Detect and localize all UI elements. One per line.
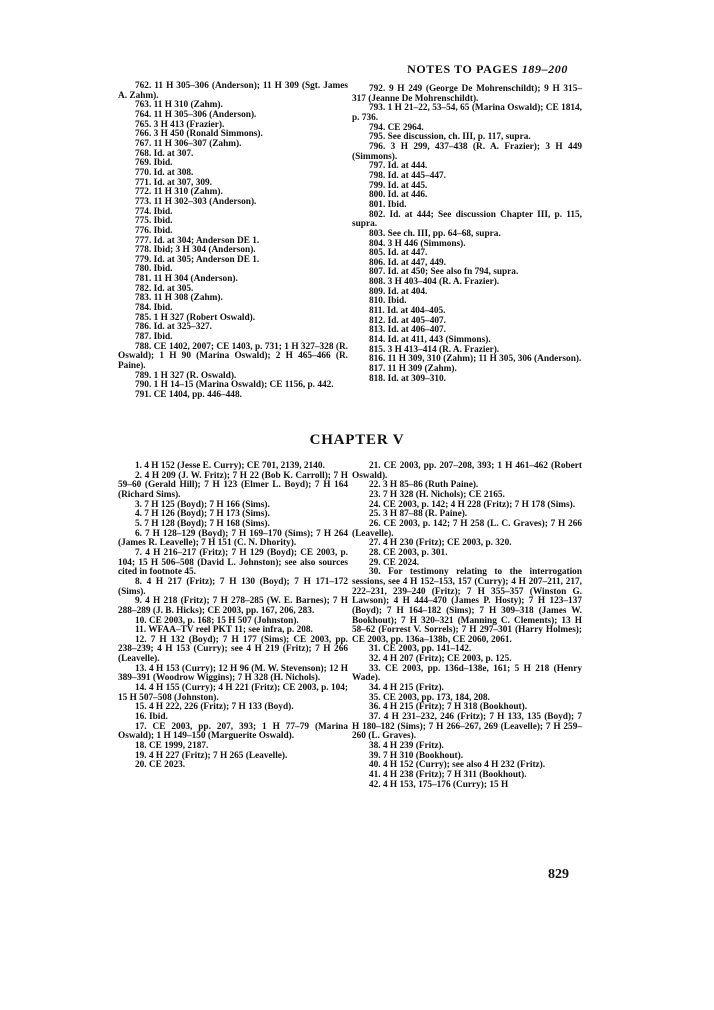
footnote-entry: 3. 7 H 125 (Boyd); 7 H 166 (Sims).: [135, 499, 270, 510]
footnote-entry: 30. For testimony relating to the interrogation sessions, see 4 H 152–153, 157 (Curry); 4 H 207–211, 217, 222–231, 239–240 (Fritz); 7 H 355–357 (Winston G. Lawson); 4 H 444–470 (James P. Hosty); 7 H 123–137 (Boyd); 7 H 164–182 (Sims); 7 H 309–318 (James W. Bookhout); 7 H 320–321 (Manning C. Clements); 13 H 58–62 (Forrest V. Sorrels); 7 H 297–301 (Harry Holmes); CE 2003, pp. 136a–138b, CE 2060, 2061.: [352, 567, 582, 645]
footnote-entry: 16. Ibid.: [135, 712, 168, 723]
footnote-entry: 21. CE 2003, pp. 207–208, 393; 1 H 461–462 (Robert Oswald).: [352, 461, 582, 481]
footnote-entry: 796. 3 H 299, 437–438 (R. A. Frazier); 3 H 449 (Simmons).: [352, 141, 582, 162]
footnote-entry: 794. CE 2964.: [369, 122, 424, 133]
footnote-entry: 766. 3 H 450 (Ronald Simmons).: [135, 129, 263, 140]
footnote-entry: 18. CE 1999, 2187.: [135, 741, 209, 752]
footnote-entry: 32. 4 H 207 (Fritz); CE 2003, p. 125.: [369, 654, 512, 665]
footnote-entry: 777. Id. at 304; Anderson DE 1.: [135, 235, 260, 246]
footnote-entry: 1. 4 H 152 (Jesse E. Curry); CE 701, 2139, 2140.: [135, 461, 325, 471]
footnote-entry: 811. Id. at 404–405.: [369, 306, 446, 317]
footnote-entry: 762. 11 H 305–306 (Anderson); 11 H 309 (Sgt. James A. Zahm).: [118, 81, 348, 101]
footnote-entry: 781. 11 H 304 (Anderson).: [135, 274, 238, 285]
footnote-entry: 791. CE 1404, pp. 446–448.: [135, 390, 242, 400]
running-head-prefix: NOTES TO PAGES: [407, 62, 522, 76]
footnote-entry: 36. 4 H 215 (Fritz); 7 H 318 (Bookhout).: [369, 702, 528, 713]
footnote-entry: 765. 3 H 413 (Frazier).: [135, 119, 225, 130]
footnote-entry: 814. Id. at 411, 443 (Simmons).: [369, 335, 491, 346]
footnote-entry: 805. Id. at 447.: [369, 248, 428, 259]
footnote-entry: 11. WFAA–TV reel PKT 11; see infra, p. 208.: [135, 625, 313, 636]
footnote-entry: 773. 11 H 302–303 (Anderson).: [135, 196, 257, 207]
footnote-entry: 792. 9 H 249 (George De Mohrenschildt); 9 H 315–317 (Jeanne De Mohrenschildt).: [352, 84, 582, 104]
footnote-entry: 37. 4 H 231–232, 246 (Fritz); 7 H 133, 135 (Boyd); 7 H 180–182 (Sims); 7 H 266–267, 269 (Leavelle); 7 H 259–260 (L. Graves).: [352, 712, 582, 742]
footnote-entry: 24. CE 2003, p. 142; 4 H 228 (Fritz); 7 H 178 (Sims).: [369, 499, 576, 510]
footnote-entry: 763. 11 H 310 (Zahm).: [135, 100, 223, 111]
footnote-entry: 6. 7 H 128–129 (Boyd); 7 H 169–170 (Sims); 7 H 264 (James R. Leavelle); 7 H 151 (C. N. Dhority).: [118, 528, 348, 549]
footnote-entry: 769. Ibid.: [135, 158, 173, 169]
footnote-entry: 35. CE 2003, pp. 173, 184, 208.: [369, 692, 490, 703]
footnote-entry: 15. 4 H 222, 226 (Fritz); 7 H 133 (Boyd).: [135, 702, 294, 713]
footnote-entry: 767. 11 H 306–307 (Zahm).: [135, 138, 242, 149]
running-head: [407, 62, 568, 77]
footnote-entry: 808. 3 H 403–404 (R. A. Frazier).: [369, 277, 500, 288]
footnote-entry: 31. CE 2003, pp. 141–142.: [369, 644, 472, 655]
notes-column-top-left: [118, 82, 348, 401]
footnote-entry: 787. Ibid.: [135, 332, 173, 343]
footnote-entry: 810. Ibid.: [369, 296, 407, 307]
footnote-entry: 768. Id. at 307.: [135, 148, 194, 159]
footnote-entry: 774. Ibid.: [135, 206, 173, 217]
footnote-entry: 798. Id. at 445–447.: [369, 170, 446, 181]
footnote-entry: 813. Id. at 406–407.: [369, 325, 446, 336]
footnote-entry: 34. 4 H 215 (Fritz).: [369, 683, 444, 694]
footnote-entry: 39. 7 H 310 (Bookhout).: [369, 750, 464, 761]
footnote-entry: 5. 7 H 128 (Boyd); 7 H 168 (Sims).: [135, 518, 270, 529]
footnote-entry: 803. See ch. III, pp. 64–68, supra.: [369, 228, 501, 239]
footnote-entry: 25. 3 H 87–88 (R. Paine).: [369, 509, 468, 520]
footnote-entry: 9. 4 H 218 (Fritz); 7 H 278–285 (W. E. Barnes); 7 H 288–289 (J. B. Hicks); CE 2003, pp. 167, 206, 283.: [118, 596, 348, 616]
footnote-entry: 771. Id. at 307, 309.: [135, 177, 212, 188]
footnote-entry: 27. 4 H 230 (Fritz); CE 2003, p. 320.: [369, 538, 512, 549]
footnote-entry: 14. 4 H 155 (Curry); 4 H 221 (Fritz); CE 2003, p. 104; 15 H 507–508 (Johnston).: [118, 683, 348, 703]
notes-column-top-right: [352, 85, 582, 384]
footnote-entry: 28. CE 2003, p. 301.: [369, 547, 448, 558]
footnote-entry: 799. Id. at 445.: [369, 180, 428, 191]
footnote-entry: 26. CE 2003, p. 142; 7 H 258 (L. C. Graves); 7 H 266 (Leavelle).: [352, 518, 582, 539]
footnote-entry: 19. 4 H 227 (Fritz); 7 H 265 (Leavelle).: [135, 750, 288, 761]
footnote-entry: 780. Ibid.: [135, 264, 173, 275]
notes-column-bottom-left: [118, 462, 348, 771]
footnote-entry: 784. Ibid.: [135, 303, 173, 314]
footnote-entry: 41. 4 H 238 (Fritz); 7 H 311 (Bookhout).: [369, 770, 527, 780]
footnote-entry: 40. 4 H 152 (Curry); see also 4 H 232 (Fritz).: [369, 760, 546, 771]
footnote-entry: 817. 11 H 309 (Zahm).: [369, 364, 457, 375]
page-number: 829: [548, 867, 569, 882]
footnote-entry: 7. 4 H 216–217 (Fritz); 7 H 129 (Boyd); CE 2003, p. 104; 15 H 506–508 (David L. Johnston); see also sources cited in footnote 45.: [118, 547, 348, 578]
footnote-entry: 783. 11 H 308 (Zahm).: [135, 293, 223, 304]
footnote-entry: 33. CE 2003, pp. 136d–138e, 161; 5 H 218 (Henry Wade).: [352, 663, 582, 684]
footnote-entry: 795. See discussion, ch. III, p. 117, supra.: [369, 132, 531, 143]
footnote-entry: 809. Id. at 404.: [369, 286, 428, 297]
footnote-entry: 816. 11 H 309, 310 (Zahm); 11 H 305, 306 (Anderson).: [369, 354, 582, 365]
footnote-entry: 793. 1 H 21–22, 53–54, 65 (Marina Oswald); CE 1814, p. 736.: [352, 103, 582, 123]
footnote-entry: 790. 1 H 14–15 (Marina Oswald); CE 1156, p. 442.: [135, 380, 334, 391]
footnote-entry: 12. 7 H 132 (Boyd); 7 H 177 (Sims); CE 2003, pp. 238–239; 4 H 153 (Curry); see 4 H 219 (Fritz); 7 H 266 (Leavelle).: [118, 634, 348, 665]
footnote-entry: 770. Id. at 308.: [135, 167, 194, 178]
footnote-entry: 812. Id. at 405–407.: [369, 315, 446, 326]
footnote-entry: 23. 7 H 328 (H. Nichols); CE 2165.: [369, 489, 505, 500]
footnote-entry: 38. 4 H 239 (Fritz).: [369, 741, 444, 752]
footnote-entry: 22. 3 H 85–86 (Ruth Paine).: [369, 480, 479, 491]
footnote-entry: 797. Id. at 444.: [369, 161, 428, 172]
footnote-entry: 788. CE 1402, 2007; CE 1403, p. 731; 1 H 327–328 (R. Oswald); 1 H 90 (Marina Oswald); 2 H 465–466 (R. Paine).: [118, 341, 348, 372]
footnote-entry: 772. 11 H 310 (Zahm).: [135, 187, 223, 198]
footnote-entry: 801. Ibid.: [369, 199, 407, 210]
footnote-entry: 20. CE 2023.: [135, 760, 186, 771]
footnote-entry: 2. 4 H 209 (J. W. Fritz); 7 H 22 (Bob K. Carroll); 7 H 59–60 (Gerald Hill); 7 H 123 (Elmer L. Boyd); 7 H 164 (Richard Sims).: [118, 470, 348, 500]
footnote-entry: 804. 3 H 446 (Simmons).: [369, 238, 466, 249]
footnote-entry: 785. 1 H 327 (Robert Oswald).: [135, 312, 256, 323]
footnote-entry: 29. CE 2024.: [369, 557, 420, 568]
footnote-entry: 10. CE 2003, p. 168; 15 H 507 (Johnston).: [135, 615, 299, 626]
footnote-entry: 782. Id. at 305.: [135, 283, 194, 294]
footnote-entry: 815. 3 H 413–414 (R. A. Frazier).: [369, 344, 500, 355]
footnote-entry: 778. Ibid; 3 H 304 (Anderson).: [135, 245, 256, 256]
chapter-heading: CHAPTER V: [309, 432, 405, 448]
footnote-entry: 8. 4 H 217 (Fritz); 7 H 130 (Boyd); 7 H 171–172 (Sims).: [118, 576, 348, 597]
running-head-page-range: 189–200: [521, 62, 568, 76]
footnote-entry: 779. Id. at 305; Anderson DE 1.: [135, 254, 260, 265]
footnote-entry: 818. Id. at 309–310.: [369, 373, 446, 384]
footnote-entry: 13. 4 H 153 (Curry); 12 H 96 (M. W. Stevenson); 12 H 389–391 (Woodrow Wiggins); 7 H 328 (H. Nichols).: [118, 663, 348, 684]
footnote-entry: 802. Id. at 444; See discussion Chapter III, p. 115, supra.: [352, 209, 582, 230]
footnote-entry: 786. Id. at 325–327.: [135, 322, 212, 333]
footnote-entry: 4. 7 H 126 (Boyd); 7 H 173 (Sims).: [135, 509, 270, 520]
footnote-entry: 17. CE 2003, pp. 207, 393; 1 H 77–79 (Marina Oswald); 1 H 149–150 (Marguerite Oswald).: [118, 721, 348, 742]
footnote-entry: 764. 11 H 305–306 (Anderson).: [135, 109, 257, 120]
footnote-entry: 775. Ibid.: [135, 216, 173, 227]
notes-column-bottom-right: [352, 462, 582, 790]
footnote-entry: 776. Ibid.: [135, 225, 173, 236]
footnote-entry: 42. 4 H 153, 175–176 (Curry); 15 H: [369, 779, 509, 790]
footnote-entry: 800. Id. at 446.: [369, 190, 428, 201]
footnote-entry: 807. Id. at 450; See also fn 794, supra.: [369, 267, 519, 278]
footnote-entry: 789. 1 H 327 (R. Oswald).: [135, 370, 237, 381]
footnote-entry: 806. Id. at 447, 449.: [369, 257, 446, 268]
